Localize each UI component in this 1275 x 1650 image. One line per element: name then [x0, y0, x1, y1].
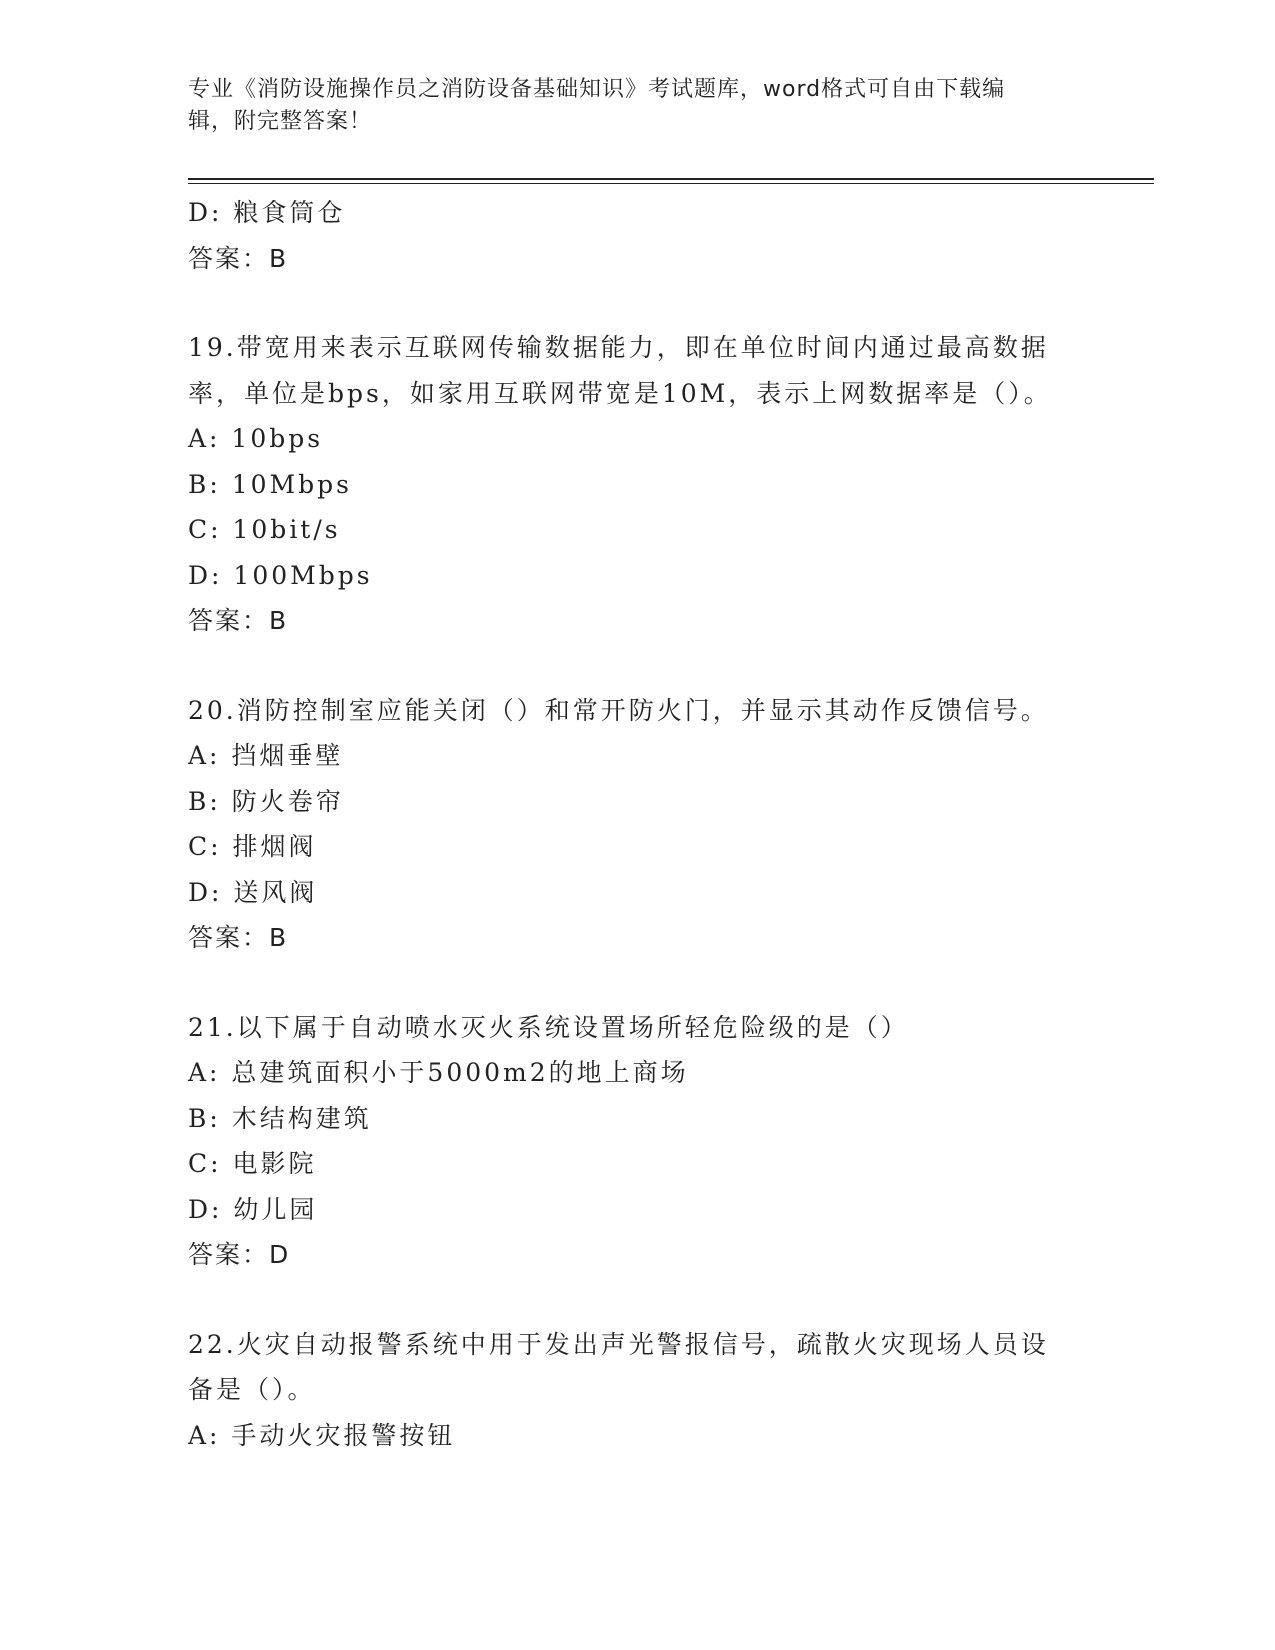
spacer — [188, 644, 1088, 688]
question-22-option-a: A: 手动火灾报警按钮 — [188, 1420, 456, 1450]
prev-answer: 答案：B — [188, 243, 289, 273]
question-21-option-b: B: 木结构建筑 — [188, 1103, 372, 1133]
question-19 — [188, 325, 1088, 644]
question-22-text-line-2: 备是（）。 — [188, 1375, 316, 1404]
question-20-answer: 答案：B — [188, 923, 289, 952]
spacer — [188, 1278, 1088, 1322]
question-21-option-d: D: 幼儿园 — [188, 1194, 318, 1224]
header-divider-thin — [188, 183, 1154, 184]
question-22 — [188, 1322, 1088, 1459]
question-21-option-c: C: 电影院 — [188, 1149, 317, 1178]
question-19-text-line-1: 19.带宽用来表示互联网传输数据能力，即在单位时间内通过最高数据 — [188, 333, 1049, 362]
document-header — [188, 74, 1068, 138]
question-22-text-line-1: 22.火灾自动报警系统中用于发出声光警报信号，疏散火灾现场人员设 — [188, 1329, 1049, 1359]
question-21-option-a: A: 总建筑面积小于5000m2的地上商场 — [188, 1058, 689, 1087]
question-21 — [188, 1005, 1088, 1278]
question-20-text-line-1: 20.消防控制室应能关闭（）和常开防火门，并显示其动作反馈信号。 — [188, 695, 1049, 725]
question-21-answer: 答案：D — [188, 1240, 291, 1269]
question-21-text-line-1: 21.以下属于自动喷水灭火系统设置场所轻危险级的是（） — [188, 1012, 909, 1042]
question-list — [188, 190, 1088, 1458]
question-20-option-c: C: 排烟阀 — [188, 832, 317, 861]
question-19-option-c: C: 10bit/s — [188, 515, 341, 544]
question-19-option-d: D: 100Mbps — [188, 560, 373, 590]
spacer — [188, 281, 1088, 325]
question-19-option-a: A: 10bps — [188, 424, 324, 453]
question-19-answer: 答案：B — [188, 606, 289, 635]
question-19-option-b: B: 10Mbps — [188, 469, 352, 499]
question-19-text-line-2: 率，单位是bps，如家用互联网带宽是10M，表示上网数据率是（）。 — [188, 378, 1052, 408]
header-line-2: 辑，附完整答案！ — [188, 109, 373, 134]
question-20-option-b: B: 防火卷帘 — [188, 786, 344, 816]
question-20-option-a: A: 挡烟垂壁 — [188, 741, 344, 770]
question-20-option-d: D: 送风阀 — [188, 877, 318, 907]
question-20 — [188, 688, 1088, 961]
header-divider-thick — [188, 178, 1154, 180]
prev-option-d: D: 粮食筒仓 — [188, 198, 346, 227]
header-line-1: 专业《消防设施操作员之消防设备基础知识》考试题库，word格式可自由下载编 — [188, 77, 1006, 102]
spacer — [188, 961, 1088, 1005]
